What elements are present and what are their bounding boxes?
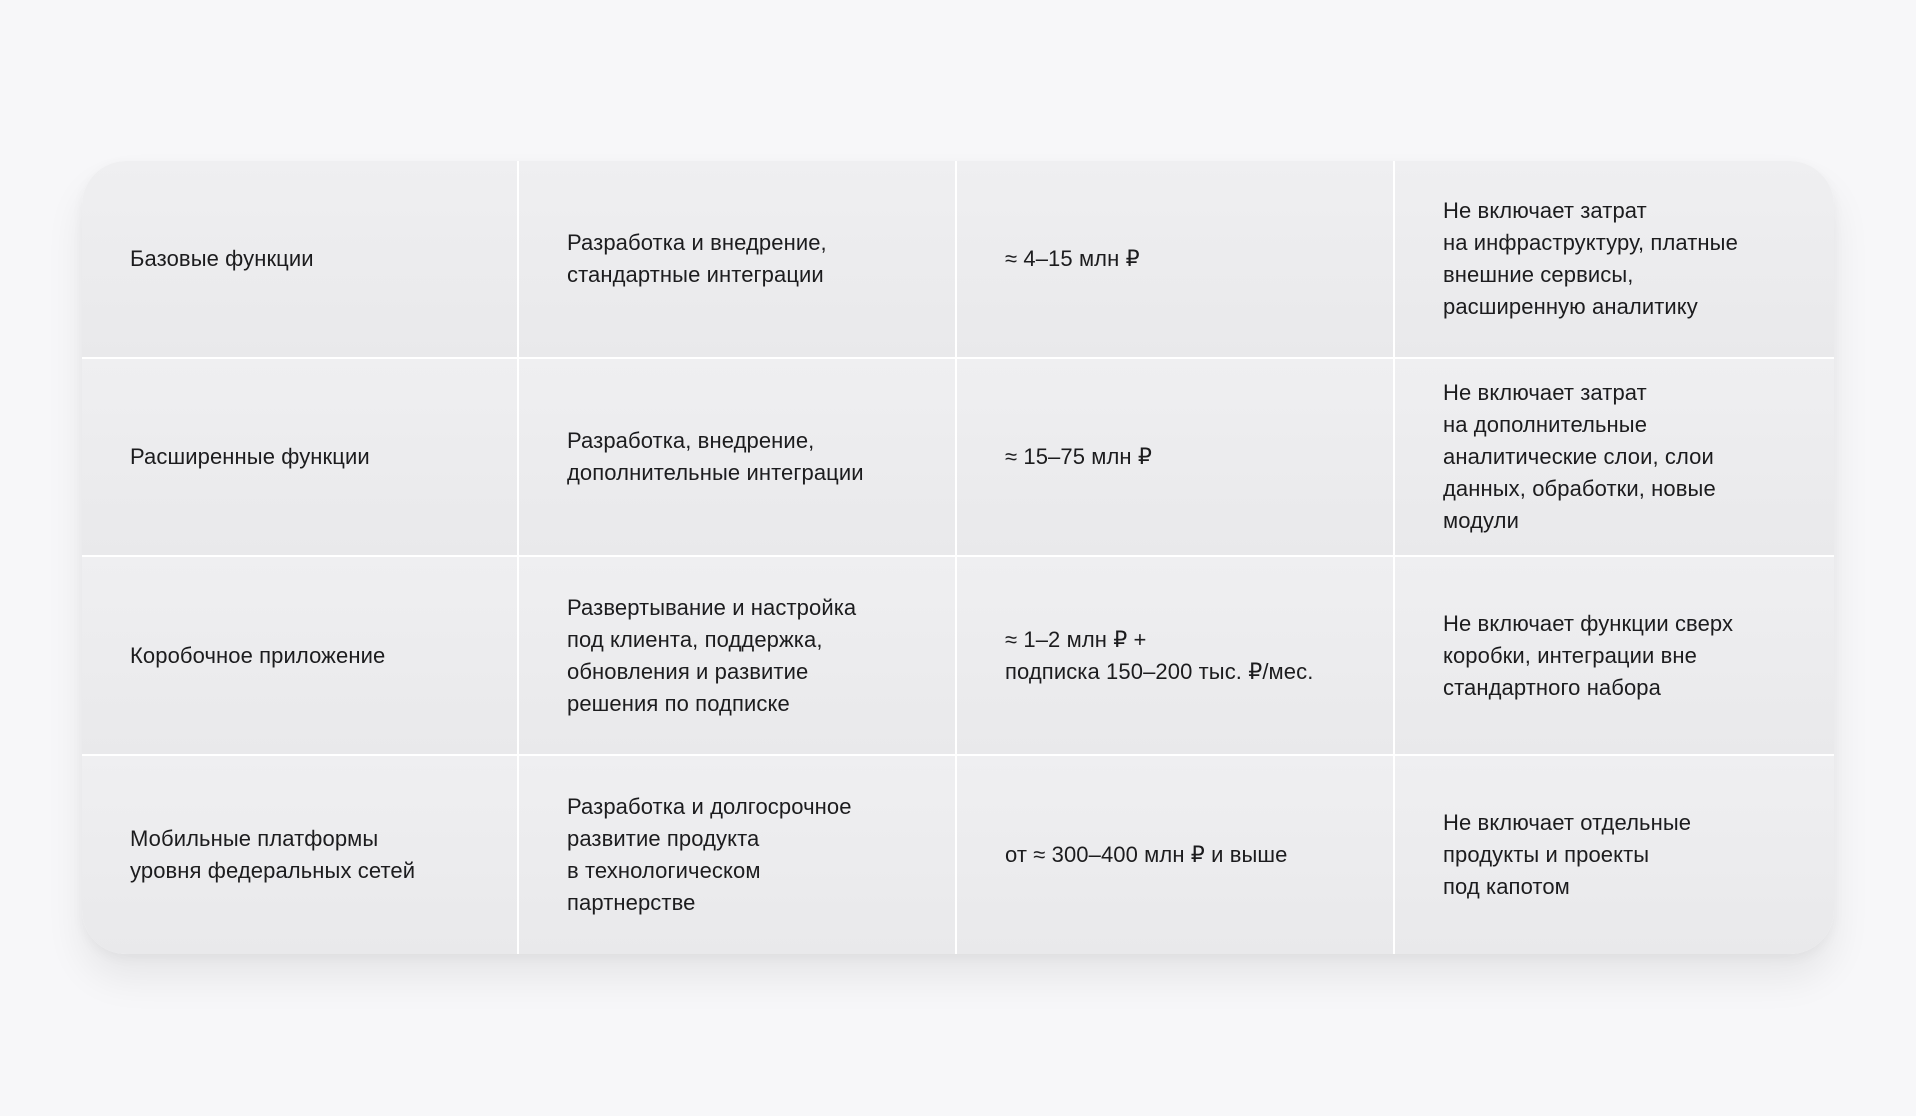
cell-text: под клиента, поддержка, xyxy=(567,626,823,652)
cell-text: Расширенные функции xyxy=(130,444,370,469)
cell-text: Разработка, внедрение, xyxy=(567,428,815,453)
cell-text: партнерстве xyxy=(567,890,696,915)
cell-text: внешние сервисы, xyxy=(1443,262,1634,287)
cell-text: решения по подписке xyxy=(567,690,790,716)
cell-cost xyxy=(957,756,1395,954)
cell-text: стандартные интеграции xyxy=(567,262,824,287)
cell-text: развитие продукта xyxy=(567,826,760,851)
cell-cost xyxy=(957,557,1395,756)
cell-scope xyxy=(519,359,957,557)
cell-text: Разработка и долгосрочное xyxy=(567,794,852,819)
cell-text: Не включает функции сверх xyxy=(1443,610,1734,636)
cell-text: Не включает затрат xyxy=(1443,198,1647,223)
cell-text: подписка 150–200 тыс. ₽/мес. xyxy=(1005,658,1314,684)
cell-text: на инфраструктуру, платные xyxy=(1443,230,1738,255)
cell-text: стандартного набора xyxy=(1443,674,1661,700)
cell-text: Коробочное приложение xyxy=(130,642,386,668)
cell-text: расширенную аналитику xyxy=(1443,294,1698,319)
cell-excludes xyxy=(1395,359,1834,557)
cell-category xyxy=(82,161,519,359)
cell-excludes xyxy=(1395,161,1834,359)
cell-excludes xyxy=(1395,756,1834,954)
cell-category xyxy=(82,359,519,557)
cell-category xyxy=(82,756,519,954)
cell-text: обновления и развитие xyxy=(567,658,809,684)
cell-text: Развертывание и настройка xyxy=(567,594,857,620)
cell-text: аналитические слои, слои xyxy=(1443,444,1714,469)
cell-text: Разработка и внедрение, xyxy=(567,230,827,255)
cell-text: дополнительные интеграции xyxy=(567,460,864,485)
cell-text: на дополнительные xyxy=(1443,412,1648,437)
cell-text: Не включает затрат xyxy=(1443,380,1647,405)
cell-text: в технологическом xyxy=(567,858,761,883)
cell-scope xyxy=(519,756,957,954)
cell-scope xyxy=(519,557,957,756)
cell-text: от ≈ 300–400 млн ₽ и выше xyxy=(1005,842,1288,867)
cell-excludes xyxy=(1395,557,1834,756)
cell-text: модули xyxy=(1443,508,1519,533)
cell-text: Мобильные платформы xyxy=(130,826,379,851)
cell-text: ≈ 4–15 млн ₽ xyxy=(1005,246,1140,271)
cell-text: ≈ 1–2 млн ₽ + xyxy=(1005,626,1147,652)
cell-text: Базовые функции xyxy=(130,246,314,271)
cell-text: Не включает отдельные xyxy=(1443,810,1692,835)
pricing-table xyxy=(82,161,1834,954)
cell-text: коробки, интеграции вне xyxy=(1443,642,1697,668)
cell-text: уровня федеральных сетей xyxy=(130,858,416,883)
cell-cost xyxy=(957,359,1395,557)
cell-text: продукты и проекты xyxy=(1443,842,1650,867)
cell-text: данных, обработки, новые xyxy=(1443,476,1716,501)
cell-text: под капотом xyxy=(1443,874,1570,899)
cell-category xyxy=(82,557,519,756)
cell-cost xyxy=(957,161,1395,359)
cell-scope xyxy=(519,161,957,359)
cell-text: ≈ 15–75 млн ₽ xyxy=(1005,444,1152,469)
